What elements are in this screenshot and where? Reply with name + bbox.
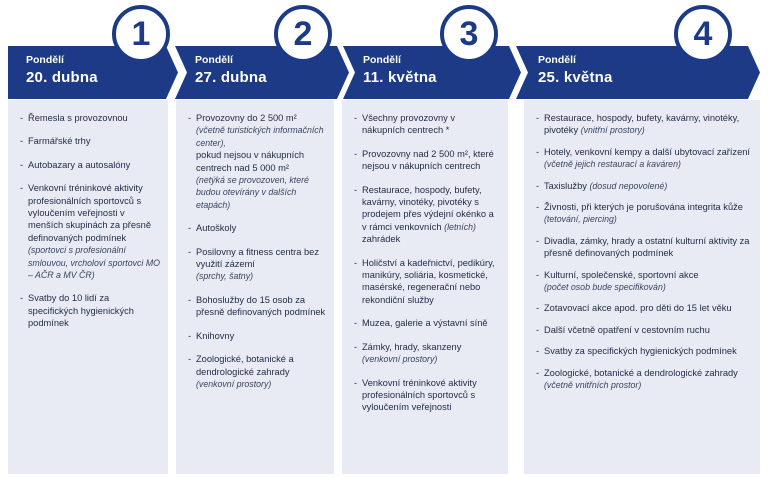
list-item: - Posilovny a fitness centra bez využití zázemí (sprchy, šatny): [188, 246, 326, 283]
phase-number-badge: 2: [274, 5, 332, 63]
list-item: - Venkovní tréninkové aktivity profesionálních sportovců s vyloučením veřejnosti: [354, 377, 500, 414]
list-item: - Zotavovací akce apod. pro děti do 15 let věku: [536, 302, 752, 314]
item-note: (dosud nepovolené): [589, 180, 668, 191]
phase-date: 20. dubna: [26, 69, 98, 86]
list-item: - Autobazary a autosalóny: [20, 159, 160, 171]
phase-date: 27. dubna: [195, 69, 267, 86]
item-note: (včetně turistických informačních center),: [196, 125, 324, 148]
list-item: - Taxislužby (dosud nepovolené): [536, 180, 752, 192]
list-item: - Knihovny: [188, 330, 326, 342]
list-item: - Živnosti, při kterých je porušována integrita kůže (tetování, piercing): [536, 201, 752, 226]
phase-date: 25. května: [538, 69, 613, 86]
measures-list: [354, 112, 500, 414]
list-item: - Všechny provozovny v nákupních centrech *: [354, 112, 500, 137]
item-note: (vnitřní prostory): [580, 125, 645, 136]
phase-panel: [176, 100, 334, 474]
measures-list: [188, 112, 326, 390]
list-item: - Muzea, galerie a výstavní síně: [354, 317, 500, 329]
phase-panel: [524, 100, 760, 474]
list-item: - Svatby za specifických hygienických podmínek: [536, 345, 752, 357]
list-item: - Restaurace, hospody, bufety, kavárny, vinotéky, pivotéky s prodejem přes výdejní okénko a v rámci venkovních (letních) zahrádek: [354, 184, 500, 246]
measures-list: [20, 112, 160, 330]
list-item: - Autoškoly: [188, 222, 326, 234]
list-item: - Řemesla s provozovnou: [20, 112, 160, 124]
phase-panel: [342, 100, 508, 474]
list-item: - Holičství a kadeřnictví, pedikúry, manikúry, soliária, kosmetické, masérské, regenerační nebo rekondiční služby: [354, 257, 500, 307]
measures-list: [536, 112, 752, 392]
item-note: (sportovci s profesionální smlouvou, vrcholoví sportovci MO – AČR a MV ČR): [28, 245, 160, 281]
list-item: - Provozovny do 2 500 m² (včetně turistických informačních center), pokud nejsou v nákupních centrech nad 5 000 m² (netýká se provozoven, které budou otevírány v dalších etapách): [188, 112, 326, 211]
phase-day: Pondělí: [538, 54, 576, 66]
phase-banner: [343, 46, 521, 99]
item-note: (letních): [444, 221, 476, 232]
list-item: - Bohoslužby do 15 osob za přesně definovaných podmínek: [188, 294, 326, 319]
phase-number-badge: 1: [112, 5, 170, 63]
phase-number-badge: 4: [674, 5, 732, 63]
list-item: - Další včetně opatření v cestovním ruchu: [536, 324, 752, 336]
list-item: - Provozovny nad 2 500 m², které nejsou v nákupních centrech: [354, 148, 500, 173]
list-item: - Restaurace, hospody, bufety, kavárny, vinotéky, pivotéky (vnitřní prostory): [536, 112, 752, 137]
item-note: (včetně vnitřních prostor): [544, 380, 642, 391]
list-item: - Hotely, venkovní kempy a další ubytovací zařízení (včetně jejich restaurací a kaváren): [536, 146, 752, 171]
list-item: - Venkovní tréninkové aktivity profesionálních sportovců s vyloučením veřejnosti v menších skupinách za přesně definovaných podmínek (sportovci s profesionální smlouvou, vrcholoví sportovci MO – AČR a MV ČR): [20, 182, 160, 281]
phase-panel: [8, 100, 168, 474]
list-item: - Zámky, hrady, skanzeny (venkovní prostory): [354, 341, 500, 366]
phase-number-badge: 3: [440, 5, 498, 63]
list-item: - Zoologické, botanické a dendrologické zahrady (včetně vnitřních prostor): [536, 367, 752, 392]
list-item: - Kulturní, společenské, sportovní akce (počet osob bude specifikován): [536, 269, 752, 294]
phase-date: 11. května: [363, 69, 437, 86]
item-note: (venkovní prostory): [196, 378, 272, 389]
item-note: (včetně jejich restaurací a kaváren): [544, 159, 681, 170]
item-note: (venkovní prostory): [362, 354, 438, 365]
item-note: (počet osob bude specifikován): [544, 282, 666, 293]
list-item: - Svatby do 10 lidí za specifických hygienických podmínek: [20, 292, 160, 329]
item-note: (tetování, piercing): [544, 214, 617, 225]
phase-day: Pondělí: [363, 54, 401, 66]
list-item: - Zoologické, botanické a dendrologické zahrady (venkovní prostory): [188, 353, 326, 390]
list-item: - Farmářské trhy: [20, 135, 160, 147]
phase-day: Pondělí: [195, 54, 233, 66]
item-note: (netýká se provozoven, které budou otevírány v dalších etapách): [196, 175, 309, 210]
item-note: (sprchy, šatny): [196, 271, 254, 282]
list-item: - Divadla, zámky, hrady a ostatní kulturní aktivity za přesně definovaných podmínek: [536, 235, 752, 260]
phase-day: Pondělí: [26, 54, 64, 66]
